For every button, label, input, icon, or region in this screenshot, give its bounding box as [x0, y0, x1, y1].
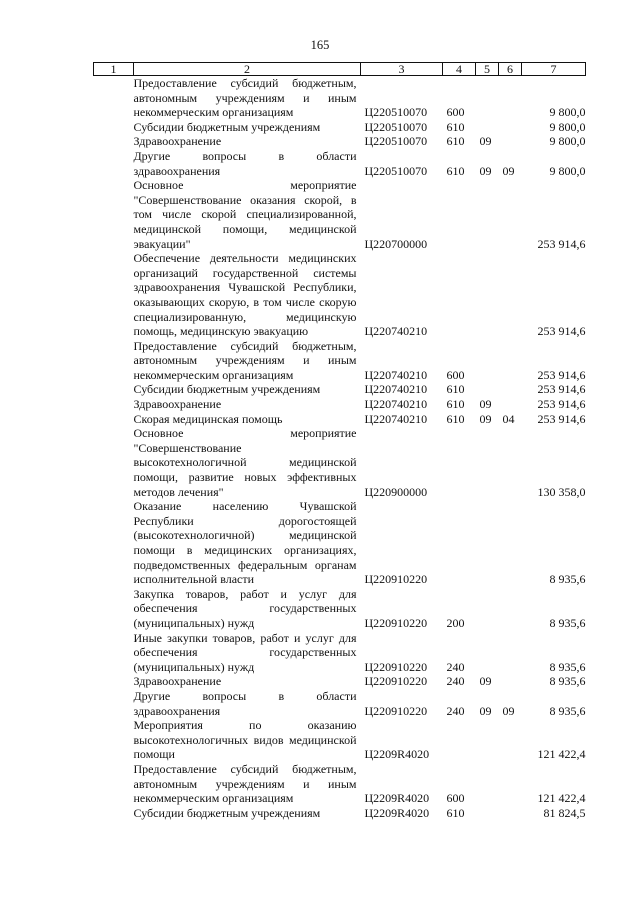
row-col-1 [94, 689, 134, 718]
row-amount: 9 800,0 [549, 119, 586, 134]
row-section [476, 339, 499, 383]
row-expense-type: 610 [446, 119, 465, 134]
row-target-code: Ц220910220 [364, 615, 428, 630]
row-subsection [499, 382, 522, 397]
row-target-code: Ц2209R4020 [364, 791, 430, 806]
row-section: 09 [479, 134, 492, 149]
row-target-code: Ц220910220 [364, 674, 428, 689]
row-col-1 [94, 134, 134, 149]
row-section [476, 806, 499, 821]
row-section: 09 [479, 703, 492, 718]
row-expense-type: 610 [446, 411, 465, 426]
table-row [94, 382, 586, 397]
table-row [94, 251, 586, 339]
row-name: Иные закупки товаров, работ и услуг для обеспечения государственных (муниципальных) нужд [133, 630, 357, 674]
row-name: Здравоохранение [133, 674, 222, 689]
row-subsection [499, 762, 522, 806]
row-target-code: Ц220740210 [364, 367, 428, 382]
row-target-code: Ц220740210 [364, 411, 428, 426]
row-name: Другие вопросы в области здравоохранения [133, 688, 357, 718]
row-target-code: Ц220740210 [364, 382, 428, 397]
row-subsection: 09 [502, 703, 515, 718]
row-col-1 [94, 499, 134, 587]
row-section [476, 76, 499, 120]
row-amount: 253 914,6 [537, 236, 586, 251]
row-target-code: Ц2209R4020 [364, 805, 430, 820]
row-target-code: Ц220740210 [364, 397, 428, 412]
row-target-code: Ц220510070 [364, 134, 428, 149]
row-amount: 253 914,6 [537, 397, 586, 412]
row-subsection: 04 [502, 411, 515, 426]
row-col-1 [94, 631, 134, 675]
row-expense-type: 600 [446, 791, 465, 806]
row-col-1 [94, 806, 134, 821]
table-row [94, 631, 586, 675]
row-amount: 8 935,6 [549, 659, 586, 674]
row-subsection [499, 134, 522, 149]
row-name: Здравоохранение [133, 134, 222, 149]
row-name: Оказание населению Чувашской Республики дорогостоящей (высокотехнологичной) медицинской помощи в медицинских организациях, подведомственных федеральным органам исполнительной власти [133, 499, 357, 587]
row-amount: 8 935,6 [549, 703, 586, 718]
row-expense-type: 610 [446, 397, 465, 412]
row-expense-type [443, 426, 476, 499]
row-name: Мероприятия по оказанию высокотехнологичных видов медицинской помощи [133, 718, 357, 762]
row-section [476, 382, 499, 397]
row-name: Здравоохранение [133, 397, 222, 412]
row-amount: 8 935,6 [549, 615, 586, 630]
table-row [94, 339, 586, 383]
row-target-code: Ц220510070 [364, 163, 428, 178]
row-col-1 [94, 587, 134, 631]
header-col-1: 1 [94, 63, 134, 76]
row-target-code: Ц2209R4020 [364, 747, 430, 762]
table-row [94, 806, 586, 821]
row-target-code: Ц220740210 [364, 324, 428, 339]
row-section: 09 [479, 411, 492, 426]
row-subsection [499, 806, 522, 821]
row-amount: 253 914,6 [537, 382, 586, 397]
row-section [476, 762, 499, 806]
row-section [476, 120, 499, 135]
row-expense-type: 240 [446, 659, 465, 674]
row-name: Основное мероприятие "Совершенствование оказания скорой, в том числе скорой специализированной, медицинской помощи, медицинской эвакуации" [133, 178, 357, 251]
table-row [94, 689, 586, 718]
row-subsection [499, 718, 522, 762]
table-row [94, 412, 586, 427]
row-target-code: Ц220510070 [364, 119, 428, 134]
row-col-1 [94, 718, 134, 762]
row-name: Предоставление субсидий бюджетным, автономным учреждениям и иным некоммерческим организациям [133, 338, 357, 382]
header-col-3: 3 [361, 63, 443, 76]
row-target-code: Ц220510070 [364, 105, 428, 120]
row-amount: 253 914,6 [537, 411, 586, 426]
row-target-code: Ц220900000 [364, 484, 428, 499]
table-row [94, 718, 586, 762]
row-name: Предоставление субсидий бюджетным, автономным учреждениям и иным некоммерческим организациям [133, 76, 357, 120]
row-col-1 [94, 120, 134, 135]
row-expense-type: 610 [446, 382, 465, 397]
row-subsection [499, 674, 522, 689]
row-target-code: Ц220910220 [364, 572, 428, 587]
row-amount: 8 935,6 [549, 572, 586, 587]
table-row [94, 120, 586, 135]
table-row [94, 499, 586, 587]
row-expense-type: 200 [446, 615, 465, 630]
row-subsection [499, 426, 522, 499]
header-col-4: 4 [443, 63, 476, 76]
row-section: 09 [479, 163, 492, 178]
row-section [476, 631, 499, 675]
table-header [94, 63, 586, 76]
row-subsection [499, 120, 522, 135]
row-amount: 81 824,5 [543, 805, 586, 820]
row-amount: 9 800,0 [549, 163, 586, 178]
row-col-1 [94, 76, 134, 120]
row-amount: 121 422,4 [537, 747, 586, 762]
row-section [476, 499, 499, 587]
page-number: 165 [310, 38, 330, 52]
row-name: Обеспечение деятельности медицинских организаций государственной системы здравоохранения Чувашской Республики, оказывающих скорую, в том числе скорую специализированную, медицинскую помощь, медицинскую эвакуацию [133, 251, 357, 339]
row-amount: 253 914,6 [537, 367, 586, 382]
row-subsection [499, 499, 522, 587]
budget-table [93, 62, 586, 820]
row-target-code: Ц220910220 [364, 703, 428, 718]
table-row [94, 426, 586, 499]
row-name: Предоставление субсидий бюджетным, автономным учреждениям и иным некоммерческим организациям [133, 761, 357, 806]
row-subsection [499, 587, 522, 631]
row-col-1 [94, 251, 134, 339]
row-name: Субсидии бюджетным учреждениям [133, 119, 321, 134]
row-subsection [499, 631, 522, 675]
header-col-7: 7 [522, 63, 586, 76]
table-row [94, 587, 586, 631]
row-target-code: Ц220700000 [364, 236, 428, 251]
row-expense-type: 240 [446, 703, 465, 718]
row-name: Субсидии бюджетным учреждениям [133, 382, 321, 397]
row-section: 09 [479, 674, 492, 689]
row-name: Субсидии бюджетным учреждениям [133, 805, 321, 820]
row-section [476, 251, 499, 339]
row-expense-type [443, 178, 476, 251]
row-subsection [499, 397, 522, 412]
table-row [94, 178, 586, 251]
row-expense-type [443, 251, 476, 339]
row-col-1 [94, 382, 134, 397]
row-expense-type [443, 499, 476, 587]
row-amount: 253 914,6 [537, 324, 586, 339]
row-col-1 [94, 397, 134, 412]
header-col-2: 2 [134, 63, 361, 76]
row-section [476, 718, 499, 762]
row-section: 09 [479, 397, 492, 412]
table-row [94, 397, 586, 412]
row-amount: 9 800,0 [549, 105, 586, 120]
row-amount: 121 422,4 [537, 791, 586, 806]
row-name: Другие вопросы в области здравоохранения [133, 148, 357, 178]
row-expense-type: 610 [446, 134, 465, 149]
header-col-6: 6 [499, 63, 522, 76]
row-expense-type: 610 [446, 805, 465, 820]
row-section [476, 587, 499, 631]
row-subsection: 09 [502, 163, 515, 178]
table-row [94, 76, 586, 120]
row-section [476, 426, 499, 499]
table-row [94, 149, 586, 178]
row-expense-type: 240 [446, 674, 465, 689]
row-subsection [499, 178, 522, 251]
row-name: Закупка товаров, работ и услуг для обеспечения государственных (муниципальных) нужд [133, 586, 357, 630]
row-target-code: Ц220910220 [364, 659, 428, 674]
row-subsection [499, 339, 522, 383]
row-col-1 [94, 762, 134, 806]
row-amount: 9 800,0 [549, 134, 586, 149]
row-col-1 [94, 339, 134, 383]
row-expense-type: 600 [446, 105, 465, 120]
header-col-5: 5 [476, 63, 499, 76]
row-subsection [499, 76, 522, 120]
row-col-1 [94, 674, 134, 689]
row-name: Основное мероприятие "Совершенствование высокотехнологичной медицинской помощи, развитие новых эффективных методов лечения" [133, 426, 357, 499]
row-col-1 [94, 412, 134, 427]
row-amount: 130 358,0 [537, 484, 586, 499]
row-col-1 [94, 178, 134, 251]
row-amount: 8 935,6 [549, 674, 586, 689]
row-expense-type: 600 [446, 367, 465, 382]
row-expense-type [443, 718, 476, 762]
table-body [94, 76, 586, 821]
row-subsection [499, 251, 522, 339]
row-col-1 [94, 426, 134, 499]
table-row [94, 134, 586, 149]
row-expense-type: 610 [446, 163, 465, 178]
row-section [476, 178, 499, 251]
row-name: Скорая медицинская помощь [133, 411, 283, 426]
table-row [94, 762, 586, 806]
table-row [94, 674, 586, 689]
row-col-1 [94, 149, 134, 178]
